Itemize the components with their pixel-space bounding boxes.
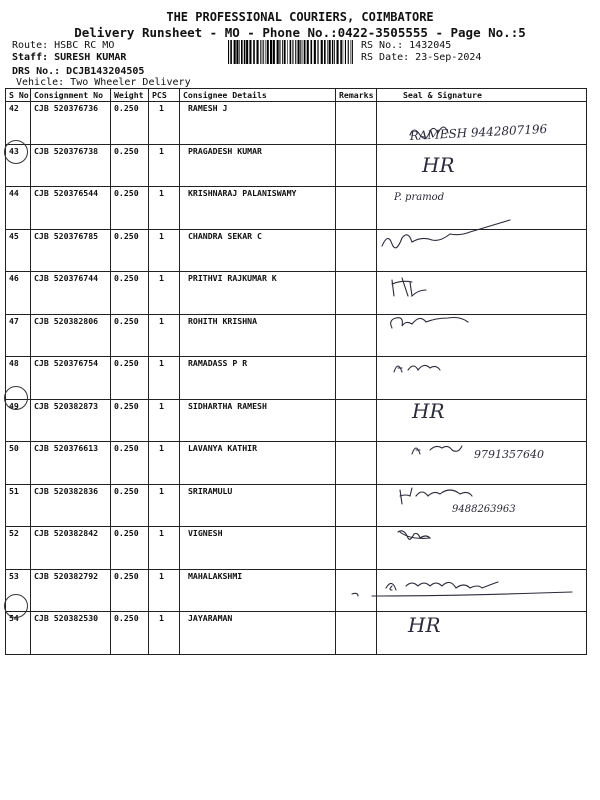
cell-pcs: 1 [149,187,180,230]
cell-consignment-no: CJB 520376754 [31,357,111,400]
cell-pcs: 1 [149,569,180,612]
cell-consignee: MAHALAKSHMI [180,569,336,612]
cell-consignee: CHANDRA SEKAR C [180,229,336,272]
signature-44: P. pramod [394,192,445,203]
route-text: Route: HSBC RC MO [12,40,115,51]
cell-consignee: VIGNESH [180,527,336,570]
cell-consignee: RAMESH J [180,102,336,145]
cell-weight: 0.250 [111,399,149,442]
cell-remarks [336,357,377,400]
signature-51-phone: 9488263963 [452,504,516,515]
signature-42: RAMESH 9442807196 [409,121,548,143]
barcode [228,40,354,64]
signature-52 [398,531,430,539]
cell-consignee: PRITHVI RAJKUMAR K [180,272,336,315]
cell-remarks [336,314,377,357]
signature-49: HR [412,399,445,423]
cell-weight: 0.250 [111,314,149,357]
cell-consignee: SRIRAMULU [180,484,336,527]
row-43-circle-mark [4,140,28,164]
cell-consignee: PRAGADESH KUMAR [180,144,336,187]
cell-sno: 43 [6,144,31,187]
cell-pcs: 1 [149,399,180,442]
cell-remarks [336,399,377,442]
cell-remarks [336,102,377,145]
cell-consignment-no: CJB 520376785 [31,229,111,272]
signature-54: HR [408,613,441,637]
signature-53 [352,582,572,596]
cell-sno: 53 [6,569,31,612]
cell-consignment-no: CJB 520376613 [31,442,111,485]
signature-48 [394,365,440,372]
cell-sno: 49 [6,399,31,442]
cell-weight: 0.250 [111,229,149,272]
cell-consignee: RAMADASS P R [180,357,336,400]
cell-remarks [336,229,377,272]
cell-weight: 0.250 [111,357,149,400]
cell-pcs: 1 [149,102,180,145]
rs-number: RS No.: 1432045 [361,40,452,51]
col-consignee: Consignee Details [180,89,336,102]
cell-sno: 46 [6,272,31,315]
cell-remarks [336,484,377,527]
vehicle-text: Vehicle: Two Wheeler Delivery [16,77,191,88]
cell-sno: 47 [6,314,31,357]
cell-remarks [336,187,377,230]
cell-weight: 0.250 [111,484,149,527]
col-signature: Seal & Signature [377,89,587,102]
cell-weight: 0.250 [111,187,149,230]
cell-pcs: 1 [149,484,180,527]
signature-47 [391,318,468,329]
cell-sno: 42 [6,102,31,145]
cell-consignee: ROHITH KRISHNA [180,314,336,357]
cell-consignment-no: CJB 520376544 [31,187,111,230]
cell-pcs: 1 [149,442,180,485]
company-name: THE PROFESSIONAL COURIERS, COIMBATORE [166,10,434,24]
cell-sno: 48 [6,357,31,400]
cell-consignment-no: CJB 520376736 [31,102,111,145]
signature-50-phone: 9791357640 [474,448,544,461]
cell-remarks [336,144,377,187]
cell-sno: 45 [6,229,31,272]
cell-consignee: SIDHARTHA RAMESH [180,399,336,442]
signature-overlay [372,100,592,640]
cell-weight: 0.250 [111,144,149,187]
cell-weight: 0.250 [111,527,149,570]
staff-text: Staff: SURESH KUMAR [12,52,127,63]
cell-weight: 0.250 [111,442,149,485]
cell-sno: 51 [6,484,31,527]
cell-consignment-no: CJB 520382792 [31,569,111,612]
cell-consignment-no: CJB 520382836 [31,484,111,527]
cell-pcs: 1 [149,357,180,400]
cell-remarks [336,272,377,315]
cell-consignee: JAYARAMAN [180,612,336,655]
cell-pcs: 1 [149,229,180,272]
cell-consignment-no: CJB 520382530 [31,612,111,655]
cell-consignment-no: CJB 520376744 [31,272,111,315]
cell-weight: 0.250 [111,102,149,145]
cell-sno: 44 [6,187,31,230]
cell-consignment-no: CJB 520382873 [31,399,111,442]
cell-weight: 0.250 [111,612,149,655]
col-remarks: Remarks [336,89,377,102]
col-consignment: Consignment No [31,89,111,102]
cell-remarks [336,442,377,485]
cell-weight: 0.250 [111,272,149,315]
cell-sno: 52 [6,527,31,570]
rs-date: RS Date: 23-Sep-2024 [361,52,482,63]
cell-pcs: 1 [149,144,180,187]
cell-consignment-no: CJB 520376738 [31,144,111,187]
signature-51-scrawl [400,488,472,504]
cell-sno: 54 [6,612,31,655]
cell-weight: 0.250 [111,569,149,612]
cell-pcs: 1 [149,272,180,315]
cell-remarks [336,569,377,612]
signature-45 [382,220,510,248]
cell-consignment-no: CJB 520382842 [31,527,111,570]
cell-remarks [336,527,377,570]
cell-pcs: 1 [149,314,180,357]
signature-50-scrawl [412,446,462,454]
cell-pcs: 1 [149,527,180,570]
cell-pcs: 1 [149,612,180,655]
cell-remarks [336,612,377,655]
runsheet-title: Delivery Runsheet - MO - Phone No.:0422-3505555 - Page No.:5 [74,25,526,40]
row-49-circle-mark [4,386,28,410]
cell-consignment-no: CJB 520382806 [31,314,111,357]
cell-consignee: KRISHNARAJ PALANISWAMY [180,187,336,230]
row-54-circle-mark [4,594,28,618]
signature-46 [392,278,426,296]
col-weight: Weight [111,89,149,102]
cell-sno: 50 [6,442,31,485]
cell-consignee: LAVANYA KATHIR [180,442,336,485]
signature-43: HR [422,153,455,177]
col-sno: S No [6,89,31,102]
drs-number: DRS No.: DCJB143204505 [12,66,145,77]
col-pcs: PCS [149,89,180,102]
